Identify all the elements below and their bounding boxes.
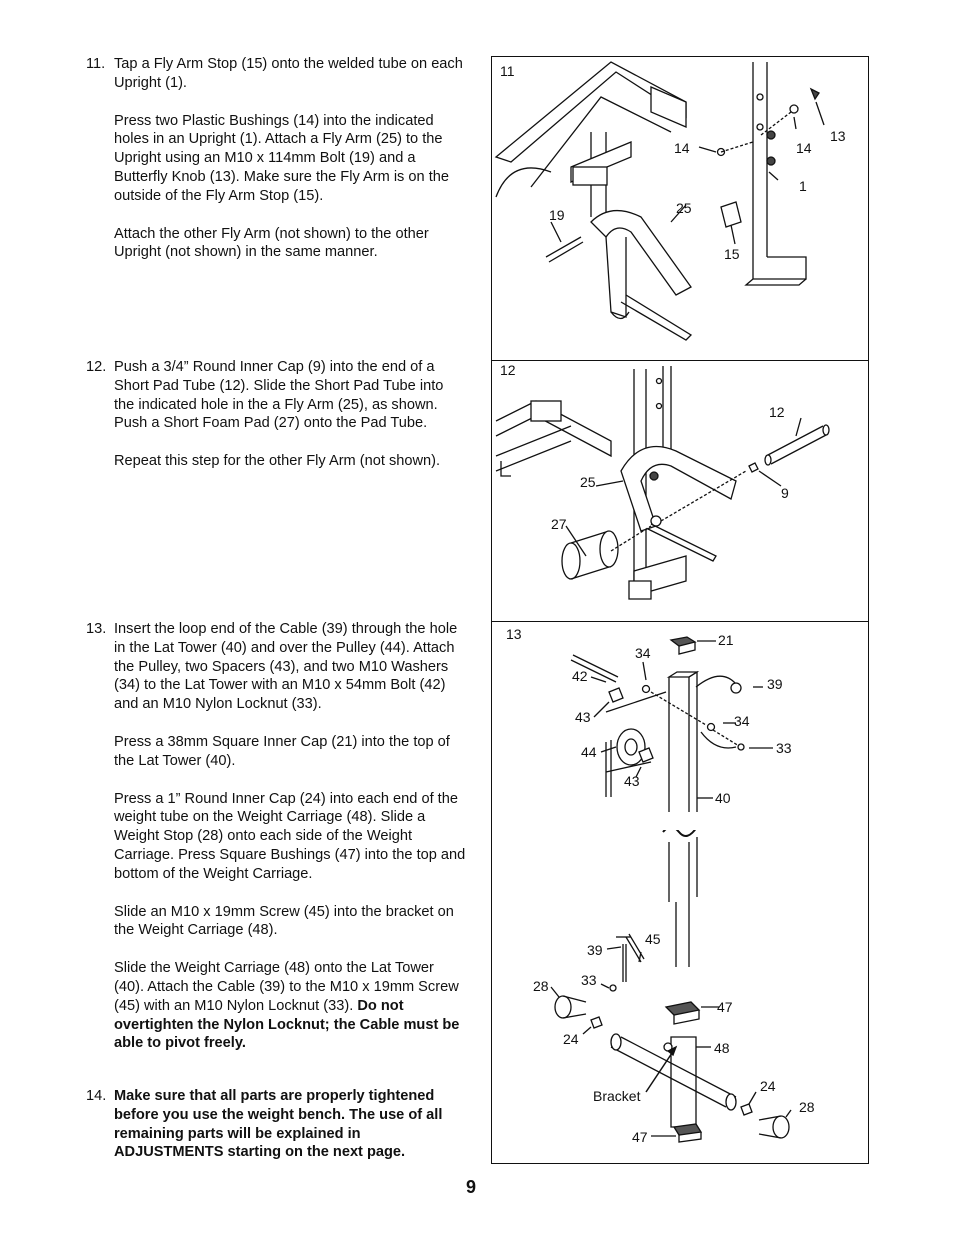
part-label: 24 [563, 1031, 579, 1047]
step-paragraph: Press two Plastic Bushings (14) into the indicated holes in an Upright (1). Attach a Fly Arm (25) to the Upright using an M10 x 114mm Bolt (19) and a Butterfly Knob (13). Make sure the Fly Arm is on the outside of the Fly Arm Stop (15). [114, 112, 449, 204]
part-label: 47 [632, 1129, 648, 1145]
step-number: 13. [86, 621, 107, 637]
step-paragraph: Insert the loop end of the Cable (39) through the hole in the Lat Tower (40) and over the Pulley (44). Attach the Pulley, two Spacers (43), and two M10 Washers (34) to the Lat Tower with an M10 x 54mm Bolt (42) and an M10 Nylon Locknut (33). [114, 621, 458, 713]
figure-step-number: 12 [500, 362, 516, 378]
figure-12-diagram [491, 361, 869, 621]
part-label: 25 [676, 200, 692, 216]
step-paragraph: Press a 38mm Square Inner Cap (21) into the top of the Lat Tower (40). [114, 733, 450, 769]
part-label: 40 [715, 790, 731, 806]
step-paragraph: Press a 1” Round Inner Cap (24) into each end of the weight tube on the Weight Carriage (48). Slide a Weight Stop (28) onto each side of the Weight Carriage. Press Square Bushings (47) into the top and bottom of the Weight Carriage. [114, 790, 466, 882]
part-label: 33 [776, 740, 792, 756]
part-label: 42 [572, 668, 588, 684]
step-text: Slide the Weight Carriage (48) onto the Lat Tower (40). Attach the Cable (39) to the M10 x 19mm Screw (45) with an M10 Nylon Locknut (33). [114, 960, 459, 1014]
part-label: 28 [533, 978, 549, 994]
part-label: 39 [767, 676, 783, 692]
part-label: 1 [799, 178, 807, 194]
part-label: 34 [734, 713, 750, 729]
part-label: 47 [717, 999, 733, 1015]
part-label: 27 [551, 516, 567, 532]
step-paragraph: Make sure that all parts are properly tightened before you use the weight bench. The use of all remaining parts will be explained in ADJUSTMENTS starting on the next page. [114, 1088, 443, 1161]
part-label: 48 [714, 1040, 730, 1056]
part-label: 25 [580, 474, 596, 490]
step-13 [86, 620, 466, 1053]
part-label: 45 [645, 931, 661, 947]
part-label: 43 [624, 773, 640, 789]
step-paragraph: Push a 3/4” Round Inner Cap (9) into the end of a Short Pad Tube (12). Slide the Short Pad Tube into the indicated hole in the a Fly Arm (25), as shown. Push a Short Foam Pad (27) onto the Pad Tube. [114, 359, 444, 432]
step-paragraph: Repeat this step for the other Fly Arm (not shown). [114, 453, 441, 470]
step-14 [86, 1087, 466, 1162]
step-paragraph: Slide an M10 x 19mm Screw (45) into the bracket on the Weight Carriage (48). [114, 903, 454, 939]
step-number: 11. [86, 56, 106, 72]
warning-text: Do not overtighten the Nylon Locknut; the Cable must be able to pivot freely. [114, 997, 460, 1052]
part-label: 34 [635, 645, 651, 661]
part-label: 15 [724, 246, 740, 262]
page-number: 9 [466, 1177, 477, 1197]
step-12 [86, 358, 466, 471]
part-label: 44 [581, 744, 597, 760]
step-paragraph: Attach the other Fly Arm (not shown) to the other Upright (not shown) in the same manner. [114, 225, 429, 261]
part-label: 28 [799, 1099, 815, 1115]
part-label: Bracket [593, 1088, 641, 1104]
part-label: 19 [549, 207, 565, 223]
part-label: 33 [581, 972, 597, 988]
part-label: 21 [718, 632, 734, 648]
part-label: 12 [769, 404, 785, 420]
figure-step-number: 11 [500, 63, 515, 79]
part-label: 24 [760, 1078, 776, 1094]
part-label: 14 [796, 140, 812, 156]
part-label: 14 [674, 140, 690, 156]
step-number: 14. [86, 1088, 107, 1104]
part-label: 39 [587, 942, 603, 958]
part-label: 43 [575, 709, 591, 725]
figure-step-number: 13 [506, 626, 522, 642]
part-label: 13 [830, 128, 846, 144]
part-label: 9 [781, 485, 789, 501]
step-paragraph [114, 959, 466, 1053]
figure-13-diagram [491, 622, 869, 1164]
figure-11-diagram [491, 57, 869, 360]
step-paragraph: Tap a Fly Arm Stop (15) onto the welded tube on each Upright (1). [114, 56, 463, 91]
step-11 [86, 55, 466, 262]
step-number: 12. [86, 359, 107, 375]
